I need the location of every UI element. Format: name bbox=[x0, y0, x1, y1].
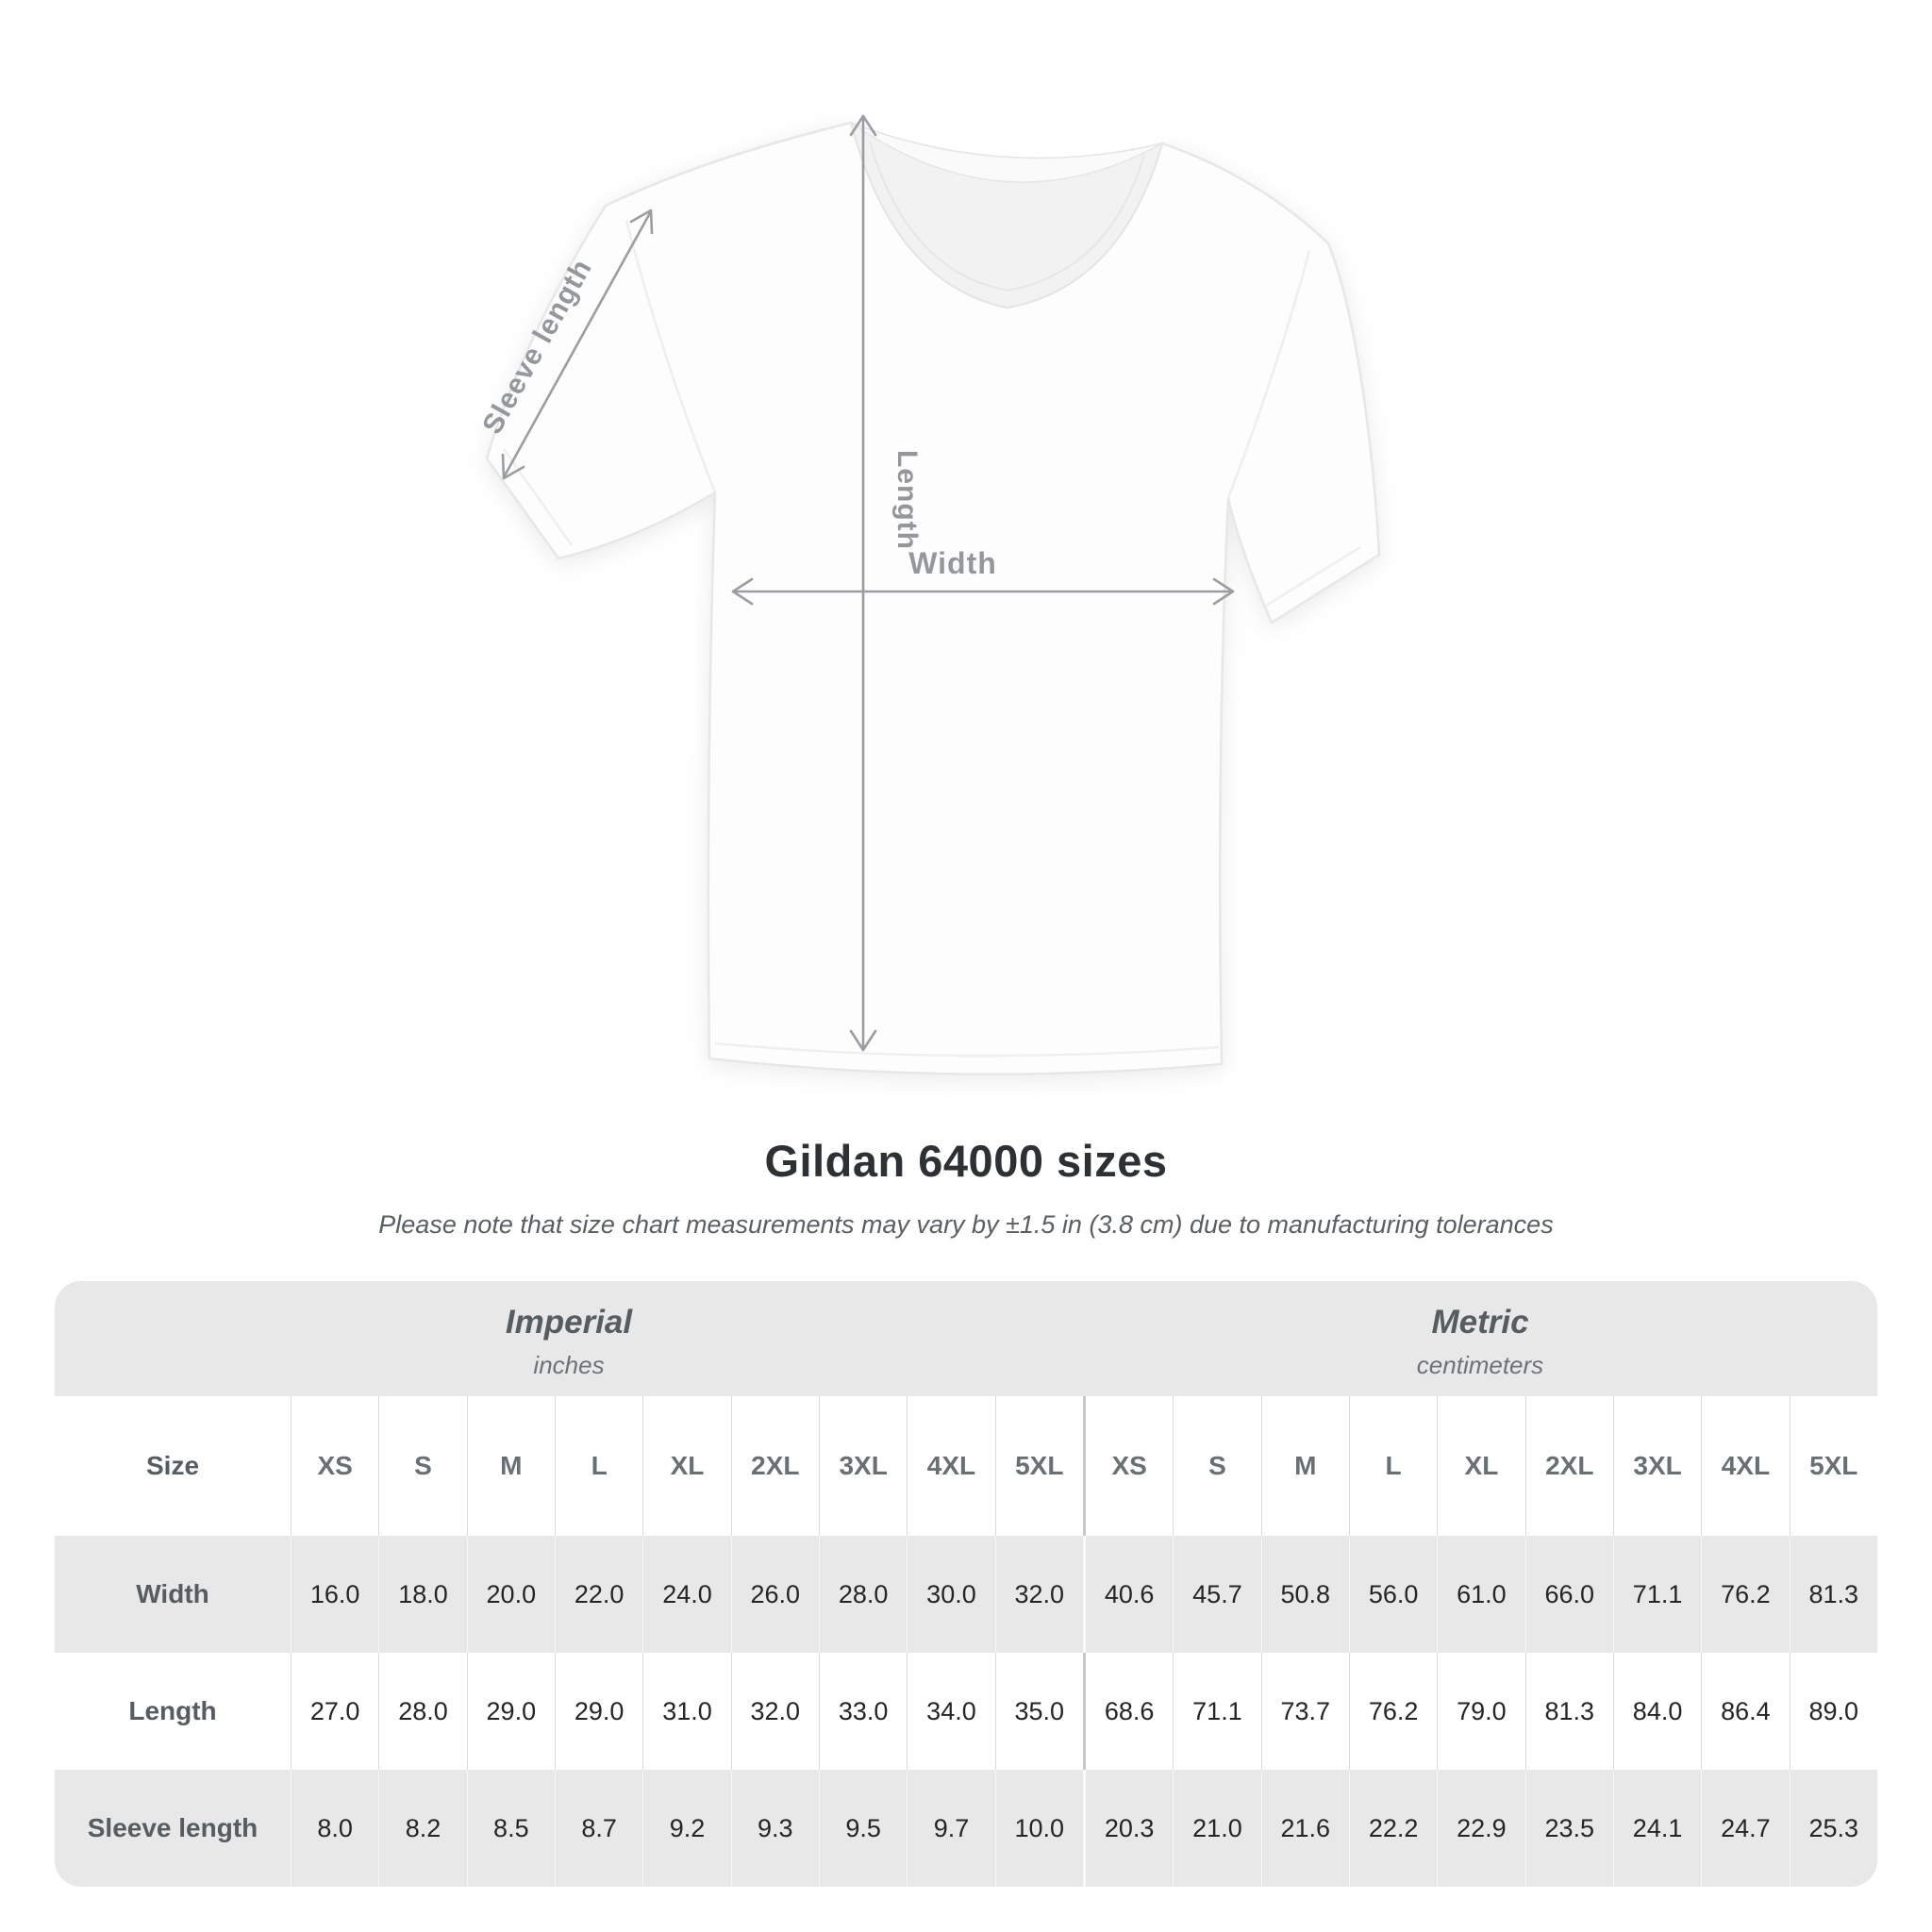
size-table bbox=[55, 1281, 1877, 1887]
imperial-unit: inches bbox=[533, 1350, 605, 1379]
value-cell: 8.2 bbox=[378, 1770, 466, 1887]
width-label: Width bbox=[908, 546, 997, 580]
metric-heading: Metric bbox=[1431, 1303, 1529, 1341]
size-header-row bbox=[55, 1396, 1877, 1536]
size-col-header: L bbox=[555, 1396, 642, 1536]
size-col-header: S bbox=[1173, 1396, 1260, 1536]
value-cell: 25.3 bbox=[1790, 1770, 1877, 1887]
value-cell: 40.6 bbox=[1083, 1536, 1173, 1653]
sleeve-length-label: Sleeve length bbox=[476, 254, 599, 440]
value-cell: 24.1 bbox=[1613, 1770, 1701, 1887]
value-cell: 22.0 bbox=[555, 1536, 642, 1653]
value-cell: 10.0 bbox=[995, 1770, 1083, 1887]
measurement-row bbox=[55, 1536, 1877, 1653]
value-cell: 9.3 bbox=[731, 1770, 819, 1887]
size-col-header: 2XL bbox=[1525, 1396, 1613, 1536]
value-cell: 73.7 bbox=[1261, 1653, 1349, 1770]
value-cell: 9.7 bbox=[907, 1770, 994, 1887]
value-cell: 29.0 bbox=[555, 1653, 642, 1770]
value-cell: 79.0 bbox=[1437, 1653, 1524, 1770]
value-cell: 29.0 bbox=[467, 1653, 555, 1770]
value-cell: 21.6 bbox=[1261, 1770, 1349, 1887]
value-cell: 76.2 bbox=[1349, 1653, 1437, 1770]
size-row-label: Size bbox=[145, 1451, 200, 1480]
size-col-header: L bbox=[1349, 1396, 1437, 1536]
row-label: Length bbox=[128, 1696, 217, 1725]
size-col-header: M bbox=[1261, 1396, 1349, 1536]
value-cell: 9.2 bbox=[642, 1770, 730, 1887]
measurement-row bbox=[55, 1653, 1877, 1770]
value-cell: 20.3 bbox=[1083, 1770, 1173, 1887]
size-col-header: XL bbox=[642, 1396, 730, 1536]
value-cell: 32.0 bbox=[995, 1536, 1083, 1653]
size-col-header: 5XL bbox=[1790, 1396, 1877, 1536]
unit-header-row bbox=[55, 1281, 1877, 1396]
unit-group-metric bbox=[1083, 1281, 1877, 1396]
value-cell: 24.7 bbox=[1701, 1770, 1789, 1887]
row-label: Sleeve length bbox=[87, 1813, 258, 1842]
value-cell: 89.0 bbox=[1790, 1653, 1877, 1770]
size-col-header: S bbox=[378, 1396, 466, 1536]
value-cell: 8.5 bbox=[467, 1770, 555, 1887]
value-cell: 28.0 bbox=[819, 1536, 907, 1653]
value-cell: 22.9 bbox=[1437, 1770, 1524, 1887]
value-cell: 8.7 bbox=[555, 1770, 642, 1887]
value-cell: 66.0 bbox=[1525, 1536, 1613, 1653]
value-cell: 71.1 bbox=[1173, 1653, 1260, 1770]
size-col-header: 3XL bbox=[1613, 1396, 1701, 1536]
size-col-header: XL bbox=[1437, 1396, 1524, 1536]
value-cell: 33.0 bbox=[819, 1653, 907, 1770]
value-cell: 56.0 bbox=[1349, 1536, 1437, 1653]
measurement-row bbox=[55, 1770, 1877, 1887]
value-cell: 18.0 bbox=[378, 1536, 466, 1653]
size-col-header: 2XL bbox=[731, 1396, 819, 1536]
value-cell: 27.0 bbox=[291, 1653, 378, 1770]
tolerance-note: Please note that size chart measurements may vary by ±1.5 in (3.8 cm) due to manufacturing tolerances bbox=[378, 1210, 1554, 1239]
value-cell: 34.0 bbox=[907, 1653, 994, 1770]
value-cell: 81.3 bbox=[1525, 1653, 1613, 1770]
length-label: Length bbox=[891, 450, 923, 550]
size-col-header: 5XL bbox=[995, 1396, 1083, 1536]
value-cell: 24.0 bbox=[642, 1536, 730, 1653]
value-cell: 28.0 bbox=[378, 1653, 466, 1770]
value-cell: 68.6 bbox=[1083, 1653, 1173, 1770]
size-col-header: 4XL bbox=[1701, 1396, 1789, 1536]
imperial-heading: Imperial bbox=[505, 1303, 633, 1341]
value-cell: 86.4 bbox=[1701, 1653, 1789, 1770]
value-cell: 20.0 bbox=[467, 1536, 555, 1653]
value-cell: 50.8 bbox=[1261, 1536, 1349, 1653]
value-cell: 8.0 bbox=[291, 1770, 378, 1887]
page-title: Gildan 64000 sizes bbox=[764, 1136, 1168, 1186]
value-cell: 32.0 bbox=[731, 1653, 819, 1770]
size-col-header: 4XL bbox=[907, 1396, 994, 1536]
value-cell: 71.1 bbox=[1613, 1536, 1701, 1653]
value-cell: 21.0 bbox=[1173, 1770, 1260, 1887]
value-cell: 35.0 bbox=[995, 1653, 1083, 1770]
value-cell: 76.2 bbox=[1701, 1536, 1789, 1653]
value-cell: 30.0 bbox=[907, 1536, 994, 1653]
value-cell: 9.5 bbox=[819, 1770, 907, 1887]
size-col-header: 3XL bbox=[819, 1396, 907, 1536]
size-col-header: XS bbox=[291, 1396, 378, 1536]
value-cell: 31.0 bbox=[642, 1653, 730, 1770]
row-label: Width bbox=[136, 1579, 209, 1608]
value-cell: 61.0 bbox=[1437, 1536, 1524, 1653]
size-col-header: M bbox=[467, 1396, 555, 1536]
value-cell: 81.3 bbox=[1790, 1536, 1877, 1653]
value-cell: 16.0 bbox=[291, 1536, 378, 1653]
value-cell: 45.7 bbox=[1173, 1536, 1260, 1653]
value-cell: 23.5 bbox=[1525, 1770, 1613, 1887]
value-cell: 26.0 bbox=[731, 1536, 819, 1653]
metric-unit: centimeters bbox=[1416, 1350, 1544, 1379]
value-cell: 22.2 bbox=[1349, 1770, 1437, 1887]
size-col-header: XS bbox=[1083, 1396, 1173, 1536]
value-cell: 84.0 bbox=[1613, 1653, 1701, 1770]
unit-group-imperial bbox=[55, 1281, 1083, 1396]
